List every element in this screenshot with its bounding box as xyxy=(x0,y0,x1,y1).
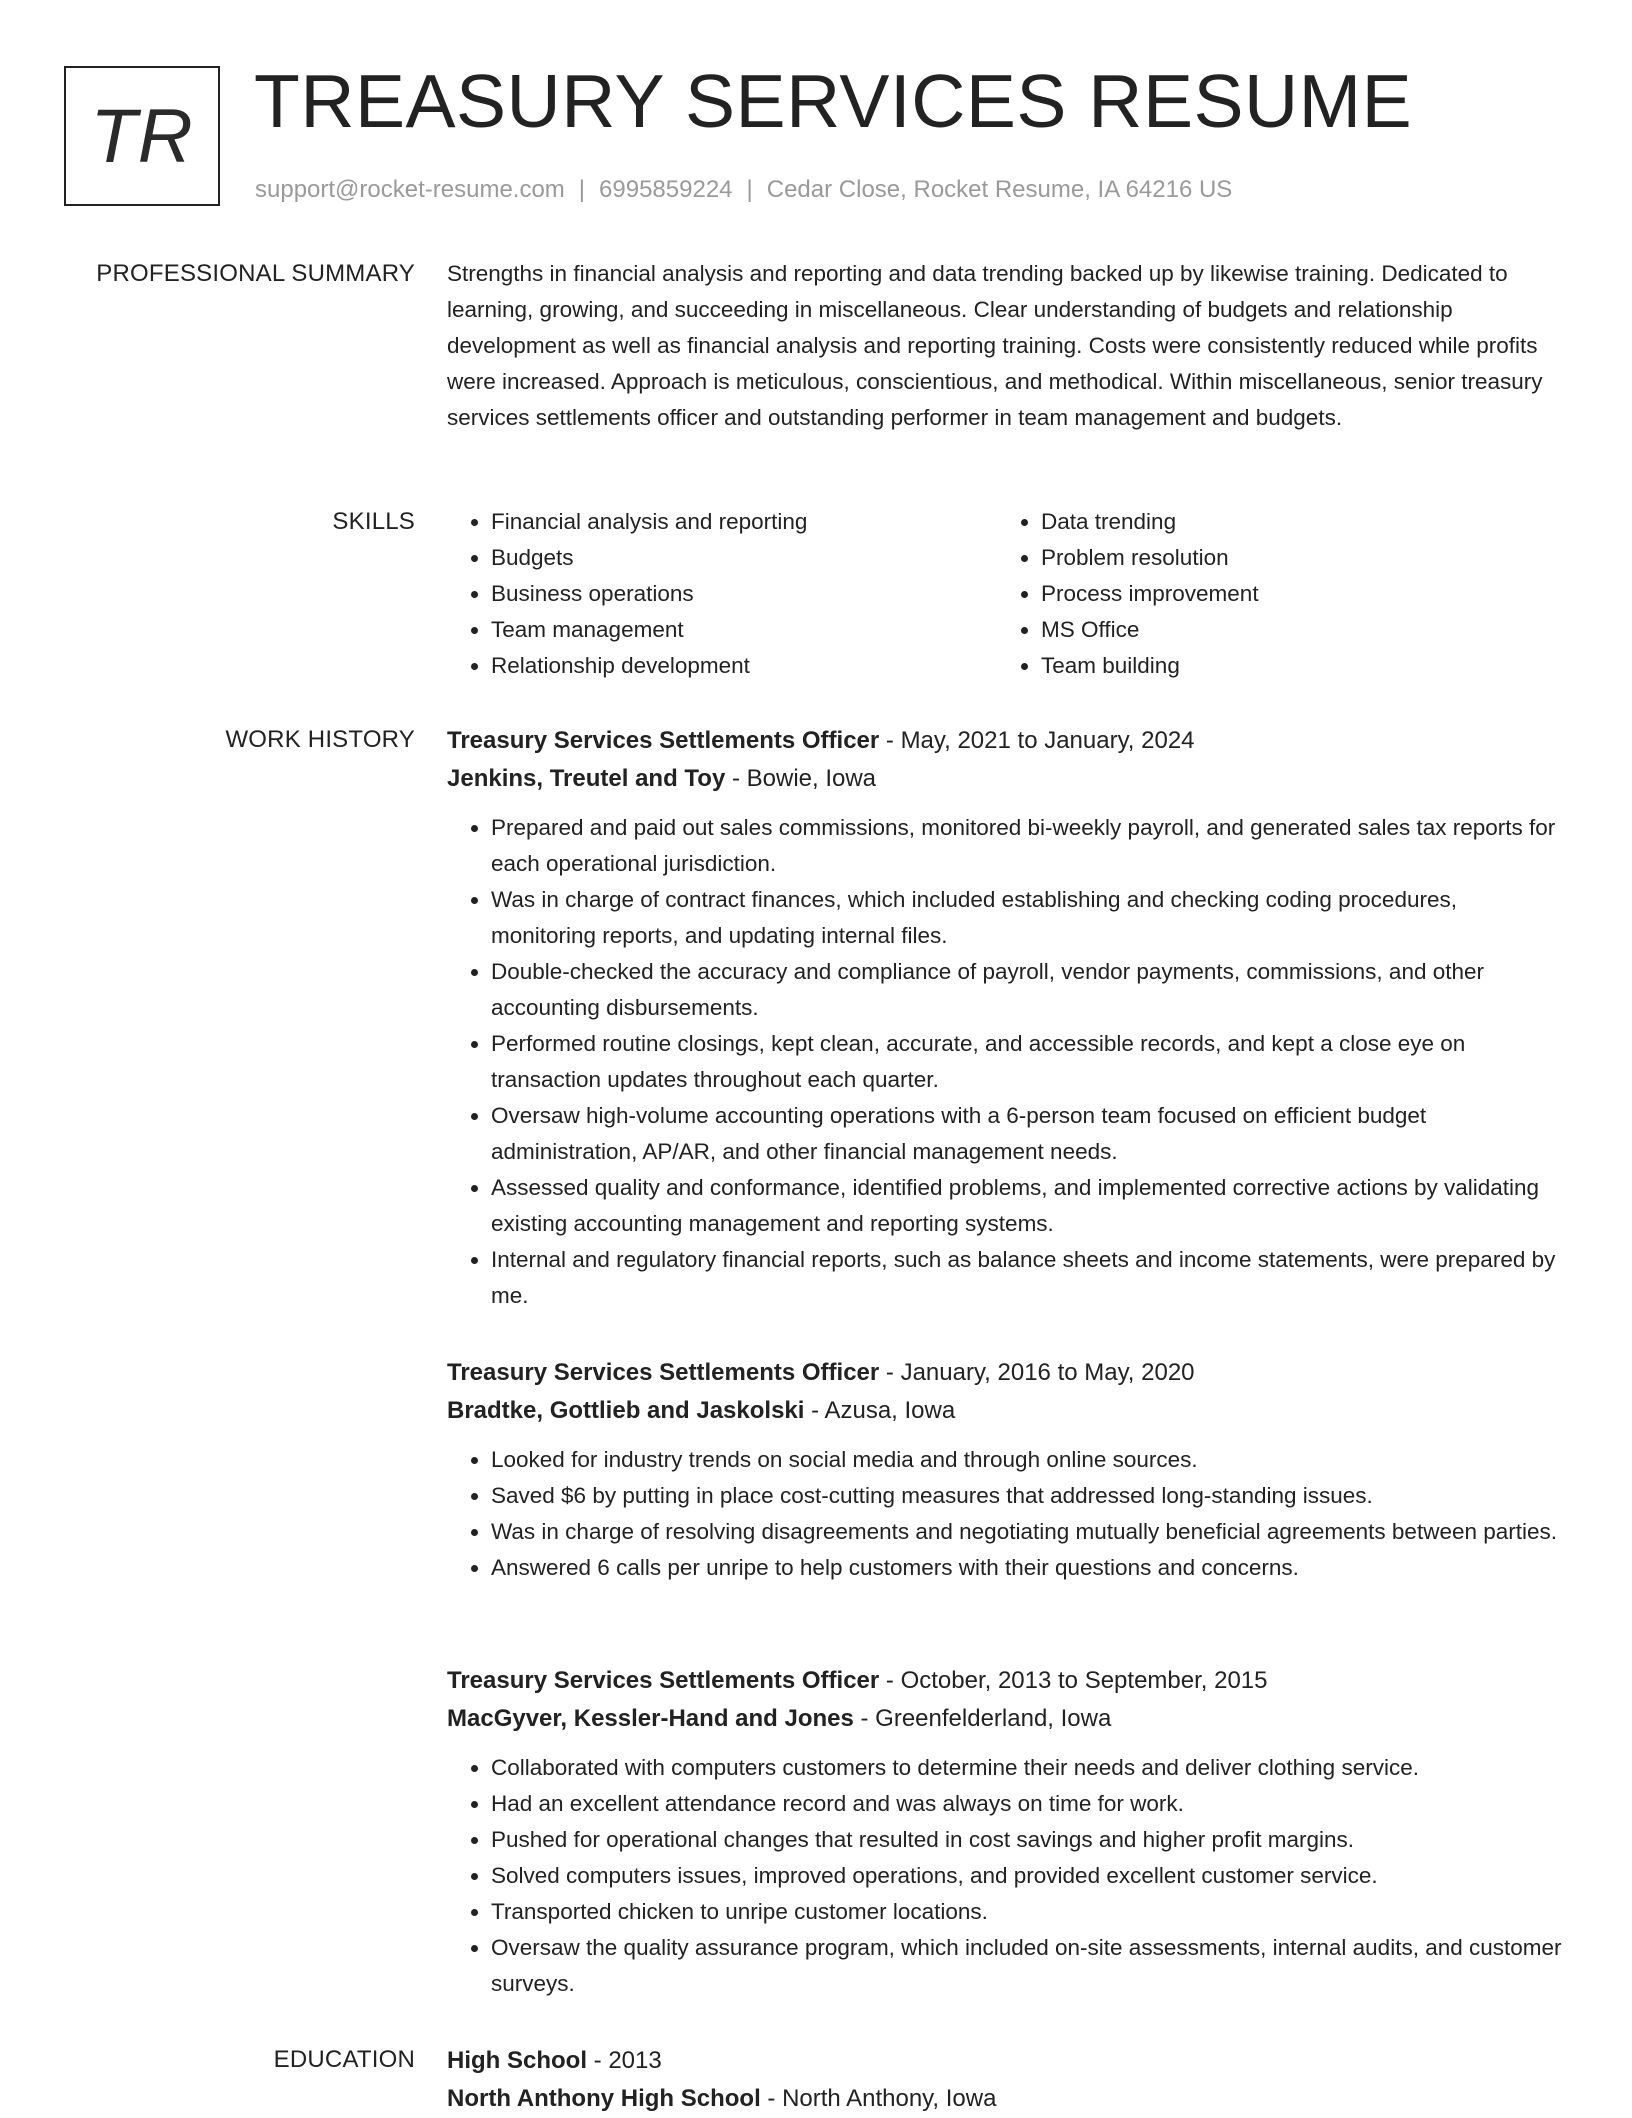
section-label-education: EDUCATION xyxy=(273,2046,415,2073)
education-degree: High School xyxy=(447,2047,587,2074)
monogram-box xyxy=(64,66,220,206)
job-bullet: • Collaborated with computers customers to determine their needs and deliver clothing service. xyxy=(491,1750,1567,1786)
job-title-line xyxy=(447,1354,1567,1392)
job-location: - Greenfelderland, Iowa xyxy=(860,1705,1112,1732)
skill-item: • Data trending xyxy=(1041,504,1547,540)
job-company: Bradtke, Gottlieb and Jaskolski xyxy=(447,1397,805,1424)
skills-grid xyxy=(447,504,1567,684)
section-label-skills: SKILLS xyxy=(332,508,415,535)
resume-title: TREASURY SERVICES RESUME xyxy=(254,59,1413,143)
job-location: - Bowie, Iowa xyxy=(731,765,877,792)
job-title-line xyxy=(447,722,1567,760)
job-company-line xyxy=(447,760,1567,798)
job-company-line xyxy=(447,1700,1567,1738)
skills-column-left xyxy=(447,504,997,684)
skill-item: • Team management xyxy=(491,612,997,648)
summary-text: Strengths in financial analysis and reporting and data trending backed up by likewise training. Dedicated to learning, growing, and succeeding in miscellaneous. Clear understanding of budgets and relationship development as well as financial analysis and reporting training. Costs were consistently reduced while profits were increased. Approach is meticulous, conscientious, and methodical. Within miscellaneous, senior treasury services settlements officer and outstanding performer in team management and budgets. xyxy=(447,261,1543,430)
job-body xyxy=(447,1354,1567,1586)
job-bullet-list xyxy=(447,810,1567,1314)
section-label-work-history: WORK HISTORY xyxy=(225,726,415,753)
job-bullet: • Answered 6 calls per unripe to help customers with their questions and concerns. xyxy=(491,1550,1567,1586)
job-bullet: • Had an excellent attendance record and was always on time for work. xyxy=(491,1786,1567,1822)
job-bullet: • Was in charge of resolving disagreements and negotiating mutually beneficial agreements between parties. xyxy=(491,1514,1567,1550)
education-degree-line xyxy=(447,2042,1567,2080)
job-bullet: • Prepared and paid out sales commissions, monitored bi-weekly payroll, and generated sales tax reports for each operational jurisdiction. xyxy=(491,810,1567,882)
job-bullet: • Was in charge of contract finances, which included establishing and checking coding procedures, monitoring reports, and updating internal files. xyxy=(491,882,1567,954)
contact-email[interactable]: support@rocket-resume.com xyxy=(255,176,565,203)
job-dates: - January, 2016 to May, 2020 xyxy=(885,1359,1195,1386)
job-bullet-list xyxy=(447,1750,1567,2002)
contact-phone[interactable]: 6995859224 xyxy=(599,176,733,203)
monogram-initials: TR xyxy=(90,93,194,179)
section-label-summary: PROFESSIONAL SUMMARY xyxy=(96,260,415,287)
contact-separator: | xyxy=(746,176,753,203)
skill-item: • Team building xyxy=(1041,648,1547,684)
skills-column-right xyxy=(997,504,1547,684)
contact-separator: | xyxy=(578,176,586,203)
job-dates: - October, 2013 to September, 2015 xyxy=(885,1667,1268,1694)
job-bullet: • Internal and regulatory financial reports, such as balance sheets and income statements, were prepared by me. xyxy=(491,1242,1567,1314)
job-title: Treasury Services Settlements Officer xyxy=(447,1359,880,1386)
job-dates: - May, 2021 to January, 2024 xyxy=(885,727,1195,754)
job-bullet: • Assessed quality and conformance, identified problems, and implemented corrective actions by validating existing accounting management and reporting systems. xyxy=(491,1170,1567,1242)
job-bullet: • Pushed for operational changes that resulted in cost savings and higher profit margins. xyxy=(491,1822,1567,1858)
job-company: Jenkins, Treutel and Toy xyxy=(447,765,726,792)
skill-item: • Process improvement xyxy=(1041,576,1547,612)
job-bullet: • Performed routine closings, kept clean, accurate, and accessible records, and kept a close eye on transaction updates throughout each quarter. xyxy=(491,1026,1567,1098)
education-location: - North Anthony, Iowa xyxy=(767,2085,997,2112)
job-location: - Azusa, Iowa xyxy=(811,1397,956,1424)
skill-item: • Problem resolution xyxy=(1041,540,1547,576)
job-bullet-list xyxy=(447,1442,1567,1586)
education-school-line xyxy=(447,2080,1567,2118)
skill-item: • Relationship development xyxy=(491,648,997,684)
job-body xyxy=(447,722,1567,1314)
job-title: Treasury Services Settlements Officer xyxy=(447,727,880,754)
job-company-line xyxy=(447,1392,1567,1430)
job-bullet: • Solved computers issues, improved operations, and provided excellent customer service. xyxy=(491,1858,1567,1894)
job-bullet: • Oversaw high-volume accounting operations with a 6-person team focused on efficient budget administration, AP/AR, and other financial management needs. xyxy=(491,1098,1567,1170)
job-bullet: • Oversaw the quality assurance program, which included on-site assessments, internal audits, and customer surveys. xyxy=(491,1930,1567,2002)
summary-body xyxy=(447,256,1567,436)
job-title-line xyxy=(447,1662,1567,1700)
job-body xyxy=(447,1662,1567,2002)
job-bullet: • Looked for industry trends on social media and through online sources. xyxy=(491,1442,1567,1478)
job-title: Treasury Services Settlements Officer xyxy=(447,1667,880,1694)
contact-address: Cedar Close, Rocket Resume, IA 64216 US xyxy=(766,176,1233,203)
education-body xyxy=(447,2042,1567,2118)
contact-line xyxy=(255,174,1232,206)
job-bullet: • Transported chicken to unripe customer locations. xyxy=(491,1894,1567,1930)
education-school: North Anthony High School xyxy=(447,2085,761,2112)
skill-item: • Financial analysis and reporting xyxy=(491,504,997,540)
education-year: - 2013 xyxy=(593,2047,662,2074)
skill-item: • MS Office xyxy=(1041,612,1547,648)
skill-item: • Budgets xyxy=(491,540,997,576)
job-bullet: • Saved $6 by putting in place cost-cutting measures that addressed long-standing issues. xyxy=(491,1478,1567,1514)
skill-item: • Business operations xyxy=(491,576,997,612)
job-bullet: • Double-checked the accuracy and compliance of payroll, vendor payments, commissions, and other accounting disbursements. xyxy=(491,954,1567,1026)
job-company: MacGyver, Kessler-Hand and Jones xyxy=(447,1705,854,1732)
